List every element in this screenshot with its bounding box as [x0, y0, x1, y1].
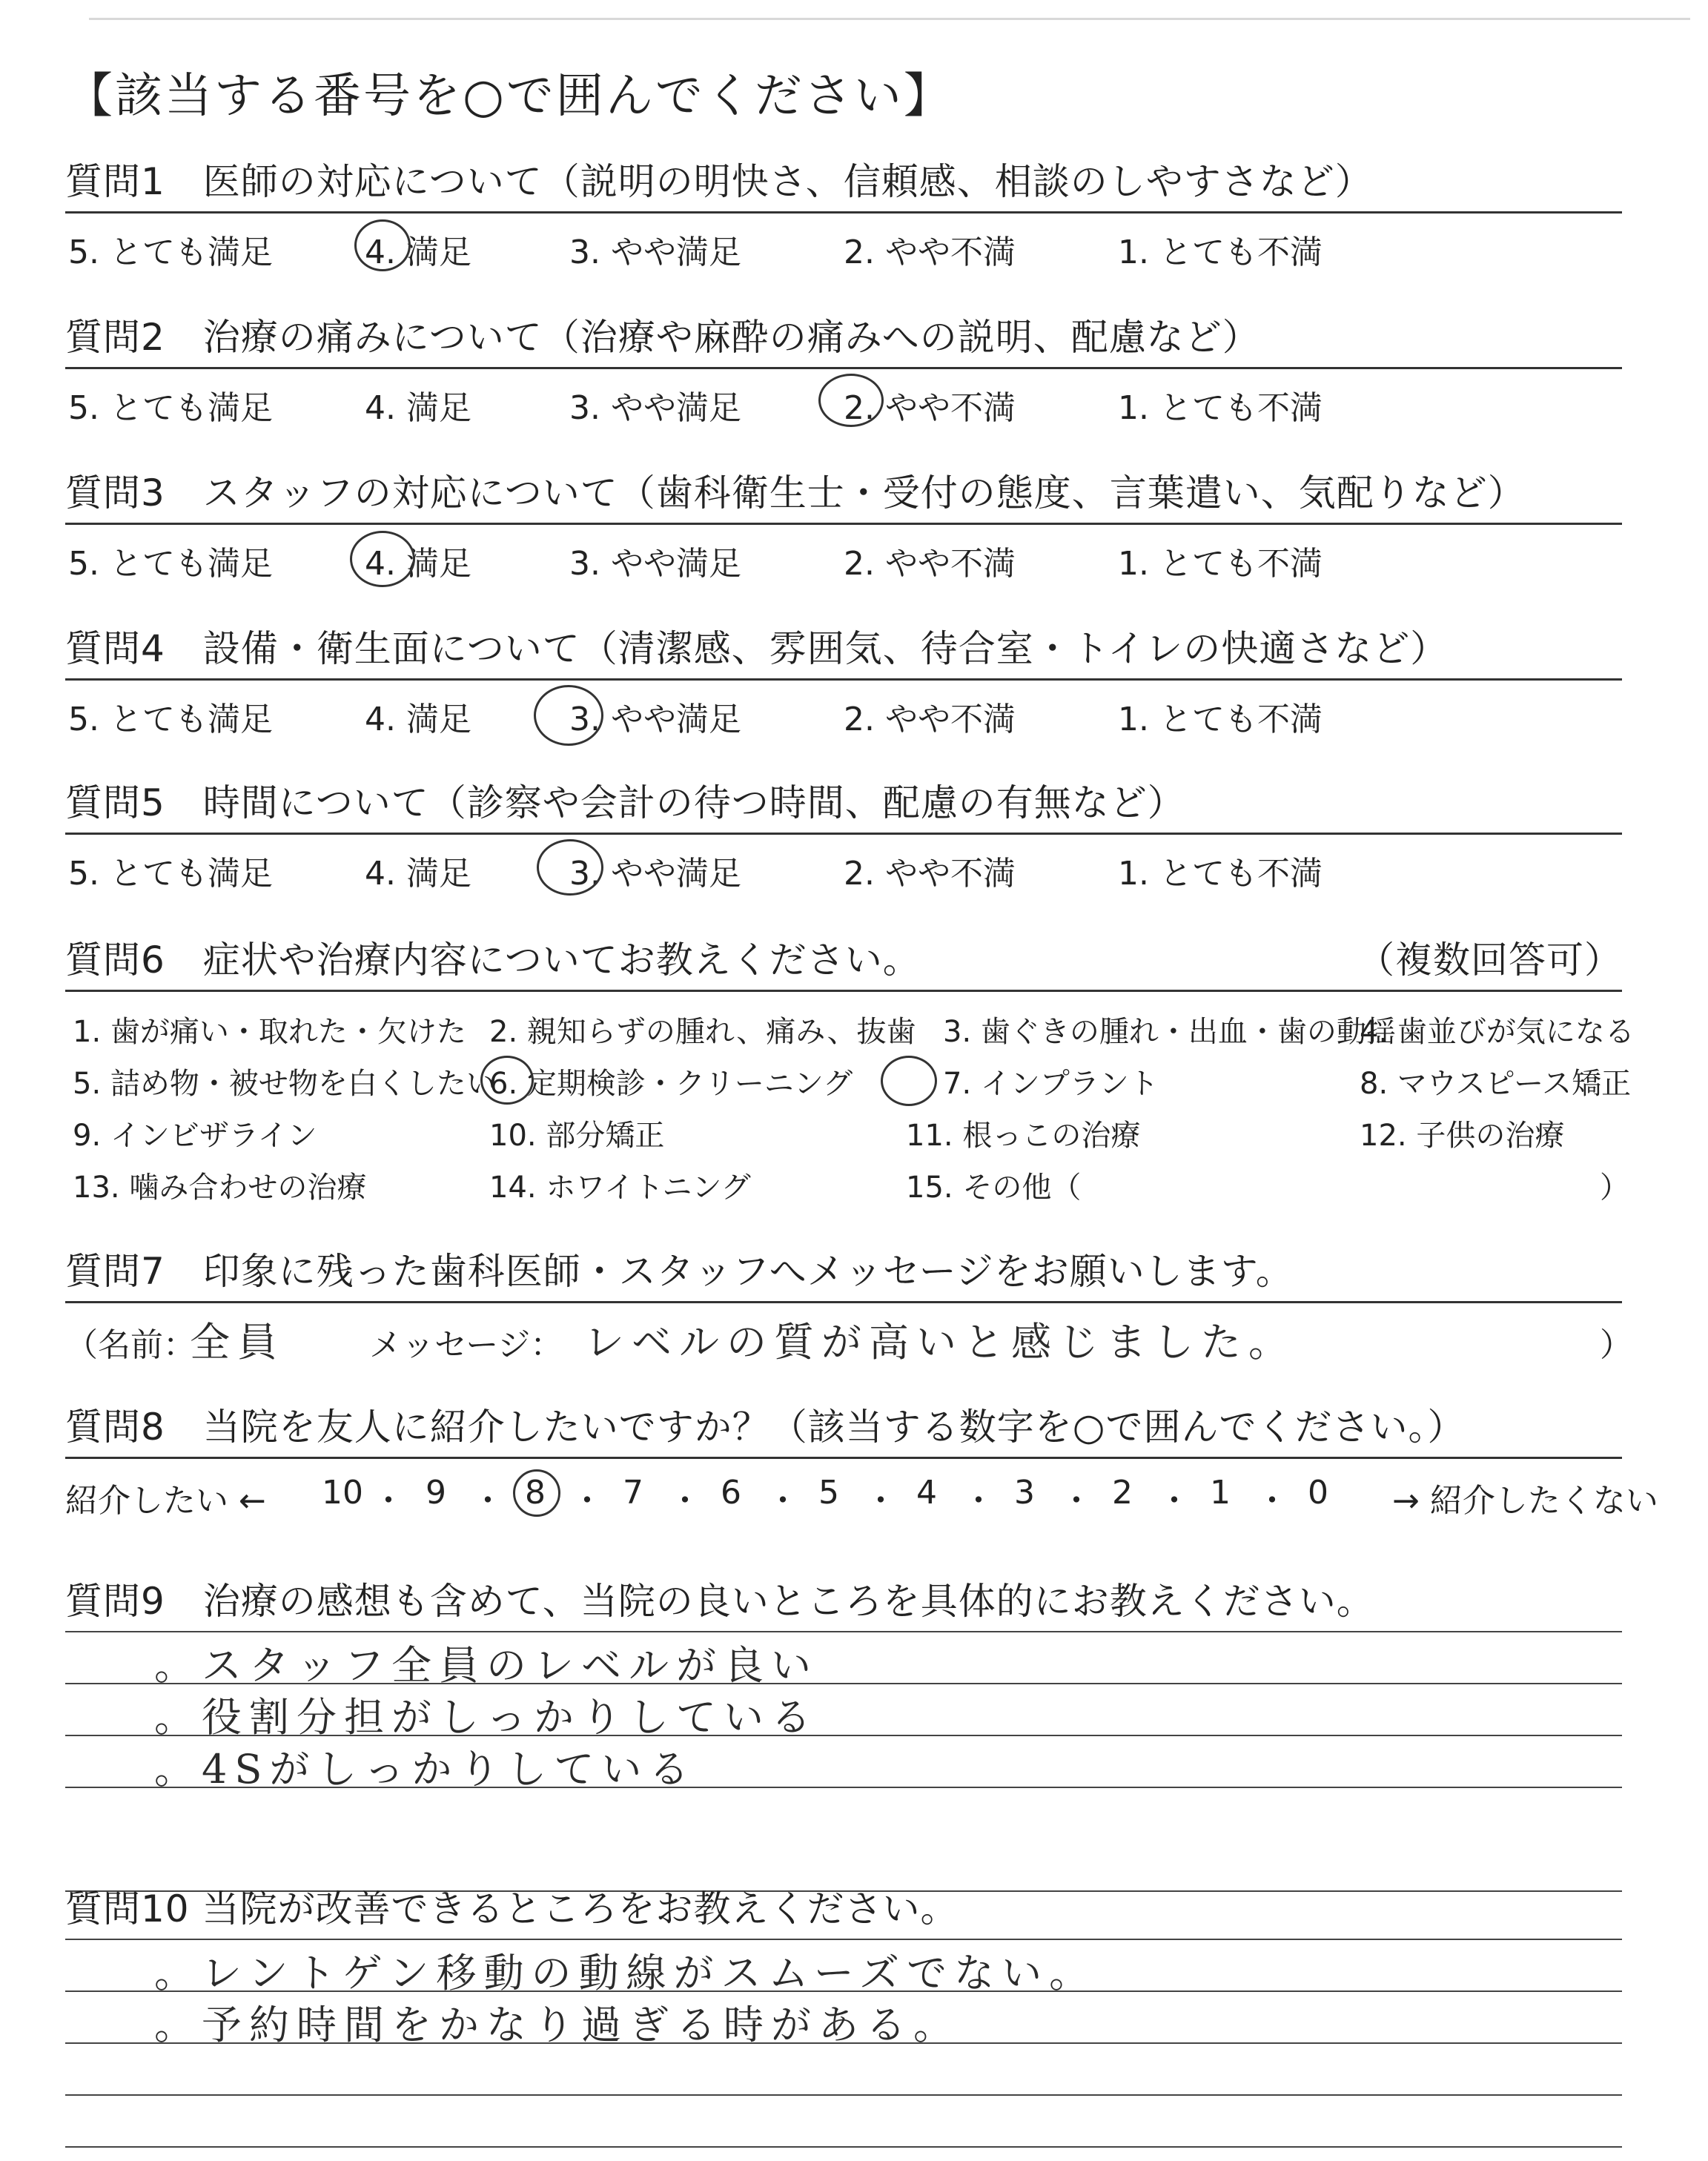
treatment-option[interactable]: 13. 噛み合わせの治療: [73, 1171, 367, 1205]
separator-dot: ・: [962, 1482, 995, 1520]
question-1: [65, 152, 1622, 273]
option-2[interactable]: 2. やや不満: [844, 234, 1016, 271]
question-5: [65, 773, 1622, 894]
scale-0[interactable]: 0: [1308, 1474, 1328, 1512]
scale-3[interactable]: 3: [1014, 1474, 1035, 1512]
question-1-heading: 質問1 医師の対応について（説明の明快さ、信頼感、相談のしやすさなど）: [65, 160, 1373, 203]
separator-dot: ・: [571, 1482, 603, 1520]
option-2[interactable]: 2. やや不満: [844, 855, 1016, 893]
question-6-title: 質問6 症状や治療内容についてお教えください。: [65, 939, 921, 982]
option-1[interactable]: 1. とても不満: [1118, 234, 1323, 271]
selection-circle: [350, 531, 415, 587]
treatment-option[interactable]: 5. 詰め物・被せ物を白くしたい: [73, 1067, 496, 1101]
question-4-options: [65, 681, 1622, 740]
option-4[interactable]: 4. 満足: [365, 234, 471, 271]
option-2[interactable]: 2. やや不満: [844, 545, 1016, 583]
option-3[interactable]: 3. やや満足: [569, 701, 741, 738]
scale-left-label: 紹介したい ←: [65, 1482, 266, 1520]
question-5-options: [65, 835, 1622, 894]
scale-1[interactable]: 1: [1210, 1474, 1231, 1512]
treatment-option[interactable]: 6. 定期検診・クリーニング: [489, 1067, 853, 1101]
writing-line: [65, 2094, 1622, 2096]
treatment-option[interactable]: 11. 根っこの治療: [906, 1119, 1141, 1153]
selection-circle: [534, 685, 603, 746]
option-4[interactable]: 4. 満足: [365, 855, 471, 893]
separator-dot: ・: [1060, 1482, 1093, 1520]
scale-10[interactable]: 10: [322, 1474, 363, 1512]
separator-dot: ・: [669, 1482, 701, 1520]
treatment-option[interactable]: 8. マウスピース矯正: [1360, 1067, 1632, 1101]
treatment-option[interactable]: 7. インプラント: [943, 1067, 1159, 1101]
answer-lines: [65, 1631, 1622, 1913]
treatment-options: [65, 992, 1635, 1207]
option-2[interactable]: 2. やや不満: [844, 389, 1016, 427]
name-label: （名前：: [65, 1326, 196, 1364]
separator-dot: ・: [471, 1482, 504, 1520]
treatment-option[interactable]: 9. インビザライン: [73, 1119, 317, 1153]
selection-circle: [513, 1469, 560, 1517]
question-10: [65, 1879, 1622, 2161]
scale-4[interactable]: 4: [916, 1474, 937, 1512]
scale-7[interactable]: 7: [623, 1474, 643, 1512]
answer-handwritten[interactable]: 。スタッフ全員のレベルが良い: [154, 1642, 818, 1689]
option-4[interactable]: 4. 満足: [365, 701, 471, 738]
message-row: [65, 1303, 1632, 1370]
option-5[interactable]: 5. とても満足: [68, 855, 273, 893]
question-3: [65, 463, 1622, 584]
option-2[interactable]: 2. やや不満: [844, 701, 1016, 738]
option-3[interactable]: 3. やや満足: [569, 545, 741, 583]
answer-lines: [65, 1939, 1622, 2161]
option-3[interactable]: 3. やや満足: [569, 855, 741, 893]
scale-2[interactable]: 2: [1112, 1474, 1133, 1512]
treatment-option[interactable]: 10. 部分矯正: [489, 1119, 665, 1153]
answer-handwritten[interactable]: 。役割分担がしっかりしている: [154, 1694, 818, 1741]
treatment-option[interactable]: 2. 親知らずの腫れ、痛み、抜歯: [489, 1015, 916, 1049]
question-6: [65, 930, 1635, 1207]
question-3-options: [65, 525, 1622, 584]
question-7-heading: 質問7 印象に残った歯科医師・スタッフへメッセージをお願いします。: [65, 1250, 1294, 1293]
treatment-option[interactable]: 14. ホワイトニング: [489, 1171, 751, 1205]
multiple-answers-note: （複数回答可）: [1357, 939, 1622, 982]
option-5[interactable]: 5. とても満足: [68, 545, 273, 583]
selection-circle: [480, 1056, 534, 1105]
option-5[interactable]: 5. とても満足: [68, 701, 273, 738]
selection-circle: [354, 219, 411, 271]
writing-line: [65, 2146, 1622, 2148]
scale-9[interactable]: 9: [426, 1474, 446, 1512]
treatment-option[interactable]: 1. 歯が痛い・取れた・欠けた: [73, 1015, 466, 1049]
question-8: [65, 1397, 1658, 1526]
recommend-scale: [65, 1459, 1658, 1526]
top-border: [89, 18, 1690, 20]
question-9-heading: 質問9 治療の感想も含めて、当院の良いところを具体的にお教えください。: [65, 1580, 1374, 1623]
selection-circle: [881, 1056, 937, 1106]
option-1[interactable]: 1. とても不満: [1118, 389, 1323, 427]
question-4: [65, 619, 1622, 740]
message-handwritten[interactable]: レベルの質が高いと感じました。: [584, 1319, 1296, 1366]
question-3-heading: 質問3 スタッフの対応について（歯科衛生士・受付の態度、言葉遣い、気配りなど）: [65, 471, 1526, 514]
option-1[interactable]: 1. とても不満: [1118, 855, 1323, 893]
treatment-option[interactable]: 12. 子供の治療: [1360, 1119, 1565, 1153]
question-6-heading: [65, 930, 1622, 990]
answer-handwritten[interactable]: 。レントゲン移動の動線がスムーズでない。: [154, 1950, 1097, 1996]
message-label: メッセージ：: [369, 1326, 563, 1364]
separator-dot: ・: [1256, 1482, 1288, 1520]
option-1[interactable]: 1. とても不満: [1118, 545, 1323, 583]
question-4-heading: 質問4 設備・衛生面について（清潔感、雰囲気、待合室・トイレの快適さなど）: [65, 627, 1449, 670]
question-7: [65, 1242, 1632, 1370]
separator-dot: ・: [767, 1482, 799, 1520]
question-2: [65, 308, 1622, 428]
separator-dot: ・: [372, 1482, 405, 1520]
name-handwritten[interactable]: 全員: [190, 1319, 285, 1366]
separator-dot: ・: [1158, 1482, 1191, 1520]
page-title: 【該当する番号を○で囲んでください】: [65, 69, 953, 124]
scale-8[interactable]: 8: [525, 1474, 546, 1512]
selection-circle: [818, 374, 884, 427]
treatment-option[interactable]: 3. 歯ぐきの腫れ・出血・歯の動揺: [943, 1015, 1396, 1049]
option-3[interactable]: 3. やや満足: [569, 234, 741, 271]
scale-right-label: → 紹介したくない: [1392, 1482, 1658, 1520]
option-1[interactable]: 1. とても不満: [1118, 701, 1323, 738]
option-3[interactable]: 3. やや満足: [569, 389, 741, 427]
option-5[interactable]: 5. とても満足: [68, 234, 273, 271]
selection-circle: [537, 839, 603, 896]
scale-6[interactable]: 6: [721, 1474, 741, 1512]
option-4[interactable]: 4. 満足: [365, 389, 471, 427]
message-close-paren: ）: [1600, 1326, 1632, 1364]
question-2-options: [65, 369, 1622, 428]
option-5[interactable]: 5. とても満足: [68, 389, 273, 427]
scale-5[interactable]: 5: [818, 1474, 839, 1512]
treatment-option[interactable]: 4. 歯並びが気になる: [1360, 1015, 1635, 1049]
writing-line: [65, 1939, 1622, 1940]
question-1-options: [65, 214, 1622, 273]
separator-dot: ・: [864, 1482, 897, 1520]
treatment-option-other[interactable]: 15. その他（: [906, 1171, 1082, 1205]
other-close-paren: ）: [1600, 1171, 1629, 1205]
question-2-heading: 質問2 治療の痛みについて（治療や麻酔の痛みへの説明、配慮など）: [65, 316, 1260, 359]
question-9: [65, 1572, 1622, 1913]
question-5-heading: 質問5 時間について（診察や会計の待つ時間、配慮の有無など）: [65, 781, 1185, 824]
answer-handwritten[interactable]: 。予約時間をかなり過ぎる時がある。: [154, 2002, 961, 2048]
writing-line: [65, 1631, 1622, 1632]
question-10-heading: 質問10 当院が改善できるところをお教えください。: [65, 1887, 959, 1930]
option-4[interactable]: 4. 満足: [365, 545, 471, 583]
question-8-heading: 質問8 当院を友人に紹介したいですか？（該当する数字を○で囲んでください。）: [65, 1406, 1466, 1449]
answer-handwritten[interactable]: 。4Sがしっかりしている: [154, 1746, 697, 1793]
